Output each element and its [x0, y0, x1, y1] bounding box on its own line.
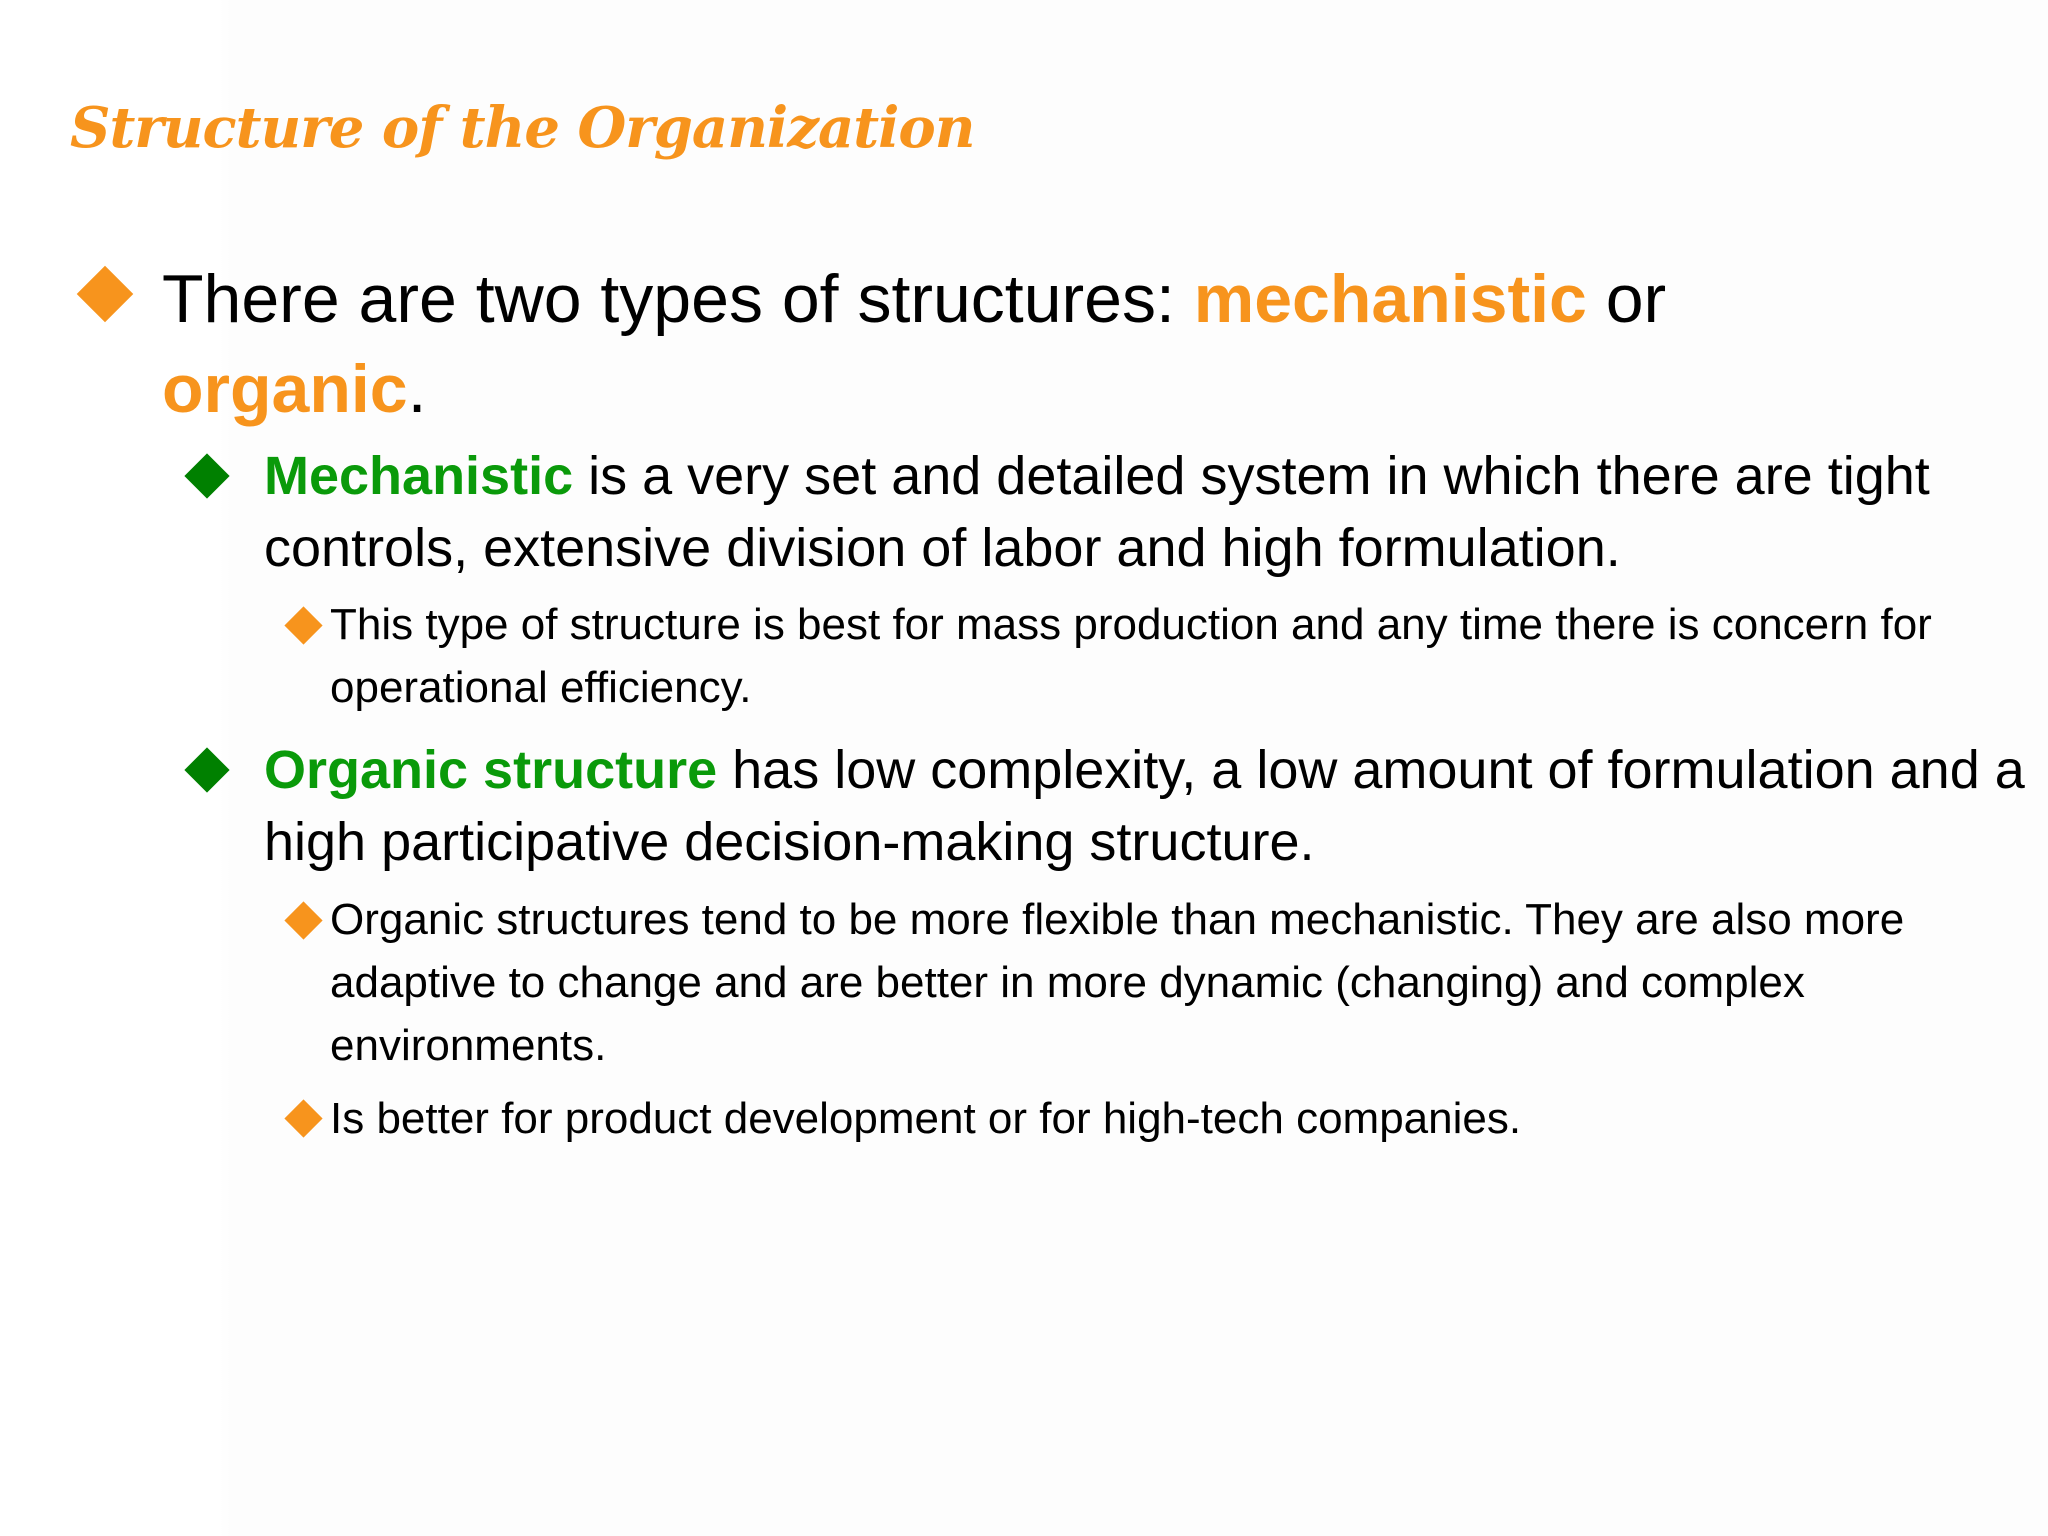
subbullet-high-tech-text: Is better for product development or for high-tech companies.: [330, 1094, 1522, 1143]
subbullet-mass-production-text: This type of structure is best for mass production and any time there is concern for operational efficiency.: [330, 600, 1932, 712]
structure-types-text-middle: or: [1586, 261, 1667, 337]
structure-types-text-after: .: [407, 351, 427, 427]
orange-diamond-bullet-icon: [284, 901, 322, 939]
bullet-organic-structure-text: [264, 734, 2048, 878]
slide-title: Structure of the Organization: [70, 95, 975, 161]
organic-structure-term: Organic structure: [264, 740, 718, 800]
green-diamond-bullet-icon: [184, 747, 229, 792]
mechanistic-emphasis: mechanistic: [1193, 261, 1587, 337]
structure-types-text-before: There are two types of structures:: [162, 261, 1194, 337]
mechanistic-description: is a very set and detailed system in which there are tight controls, extensive division of labor and high formulation.: [264, 446, 1930, 578]
organic-structure-description: has low complexity, a low amount of formulation and a high participative decision-making structure.: [264, 740, 2025, 872]
organic-emphasis: organic: [162, 351, 408, 427]
orange-diamond-bullet-icon: [284, 1099, 322, 1137]
mechanistic-term: Mechanistic: [264, 446, 574, 506]
bullet-structure-types-text: [162, 254, 1942, 434]
green-diamond-bullet-icon: [184, 453, 229, 498]
orange-diamond-bullet-icon: [77, 266, 134, 323]
subbullet-flexibility-text: Organic structures tend to be more flexible than mechanistic. They are also more adaptive to change and are better in more dynamic (changing) and complex environments.: [330, 895, 1905, 1070]
bullet-mechanistic-text: [264, 440, 2048, 584]
orange-diamond-bullet-icon: [284, 606, 322, 644]
